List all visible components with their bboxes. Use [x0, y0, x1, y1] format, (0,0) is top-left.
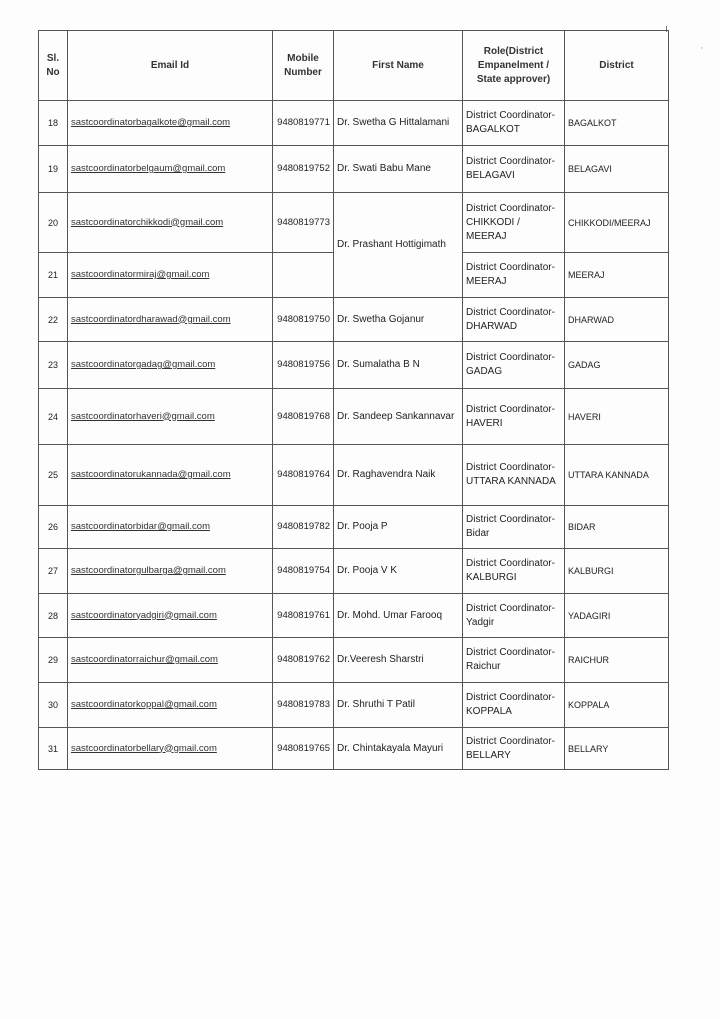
email-cell: sastcoordinatorgulbarga@gmail.com — [68, 549, 273, 594]
email-cell: sastcoordinatorbagalkote@gmail.com — [68, 101, 273, 146]
table-row — [39, 193, 669, 253]
email-cell: sastcoordinatorkoppal@gmail.com — [68, 683, 273, 728]
email-cell: sastcoordinatormiraj@gmail.com — [68, 253, 273, 298]
table-row — [39, 638, 669, 683]
role-cell: District Coordinator-Raichur — [463, 638, 565, 683]
table-row — [39, 728, 669, 770]
mobile-cell: 9480819783 — [273, 683, 334, 728]
sl-no-cell: 27 — [39, 549, 68, 594]
email-cell: sastcoordinatorukannada@gmail.com — [68, 445, 273, 506]
first-name-cell: Dr. Swati Babu Mane — [334, 146, 463, 193]
first-name-cell: Dr. Sumalatha B N — [334, 342, 463, 389]
header-district: District — [565, 31, 669, 101]
first-name-cell: Dr. Mohd. Umar Farooq — [334, 594, 463, 638]
email-cell: sastcoordinatorbidar@gmail.com — [68, 506, 273, 549]
first-name-cell: Dr.Veeresh Sharstri — [334, 638, 463, 683]
table-row — [39, 683, 669, 728]
mobile-cell: 9480819756 — [273, 342, 334, 389]
role-cell: District Coordinator-KALBURGI — [463, 549, 565, 594]
role-cell: District Coordinator-UTTARA KANNADA — [463, 445, 565, 506]
sl-no-cell: 19 — [39, 146, 68, 193]
sl-no-cell: 29 — [39, 638, 68, 683]
mobile-cell — [273, 253, 334, 298]
sl-no-cell: 31 — [39, 728, 68, 770]
header-role: Role(District Empanelment / State approver) — [463, 31, 565, 101]
first-name-cell: Dr. Prashant Hottigimath — [334, 193, 463, 298]
table-row — [39, 594, 669, 638]
sl-no-cell: 24 — [39, 389, 68, 445]
role-cell: District Coordinator-GADAG — [463, 342, 565, 389]
email-cell: sastcoordinatorbelgaum@gmail.com — [68, 146, 273, 193]
email-cell: sastcoordinatorchikkodi@gmail.com — [68, 193, 273, 253]
role-cell: District Coordinator-Bidar — [463, 506, 565, 549]
mobile-cell: 9480819765 — [273, 728, 334, 770]
table-row — [39, 389, 669, 445]
first-name-cell: Dr. Shruthi T Patil — [334, 683, 463, 728]
role-cell: District Coordinator-BAGALKOT — [463, 101, 565, 146]
header-mobile-number: Mobile Number — [273, 31, 334, 101]
email-cell: sastcoordinatorraichur@gmail.com — [68, 638, 273, 683]
mobile-cell: 9480819750 — [273, 298, 334, 342]
table-row — [39, 506, 669, 549]
mobile-cell: 9480819764 — [273, 445, 334, 506]
district-cell: BELLARY — [565, 728, 669, 770]
mobile-cell: 9480819752 — [273, 146, 334, 193]
first-name-cell: Dr. Pooja V K — [334, 549, 463, 594]
sl-no-cell: 25 — [39, 445, 68, 506]
district-cell: RAICHUR — [565, 638, 669, 683]
mobile-cell: 9480819754 — [273, 549, 334, 594]
header-sl-no: Sl. No — [39, 31, 68, 101]
role-cell: District Coordinator-CHIKKODI / MEERAJ — [463, 193, 565, 253]
first-name-cell: Dr. Raghavendra Naik — [334, 445, 463, 506]
role-cell: District Coordinator-KOPPALA — [463, 683, 565, 728]
mobile-cell: 9480819771 — [273, 101, 334, 146]
role-cell: District Coordinator-Yadgir — [463, 594, 565, 638]
first-name-cell: Dr. Sandeep Sankannavar — [334, 389, 463, 445]
table-row — [39, 445, 669, 506]
email-cell: sastcoordinatoryadgiri@gmail.com — [68, 594, 273, 638]
district-coordinator-table — [38, 30, 669, 770]
district-cell: YADAGIRI — [565, 594, 669, 638]
role-cell: District Coordinator-HAVERI — [463, 389, 565, 445]
district-cell: BAGALKOT — [565, 101, 669, 146]
first-name-cell: Dr. Chintakayala Mayuri — [334, 728, 463, 770]
sl-no-cell: 21 — [39, 253, 68, 298]
role-cell: District Coordinator-MEERAJ — [463, 253, 565, 298]
email-cell: sastcoordinatorbellary@gmail.com — [68, 728, 273, 770]
table-header-row — [39, 31, 669, 101]
district-cell: KOPPALA — [565, 683, 669, 728]
sl-no-cell: 22 — [39, 298, 68, 342]
table-row — [39, 549, 669, 594]
role-cell: District Coordinator-BELLARY — [463, 728, 565, 770]
table-row — [39, 101, 669, 146]
district-cell: DHARWAD — [565, 298, 669, 342]
table-row — [39, 298, 669, 342]
district-cell: KALBURGI — [565, 549, 669, 594]
mobile-cell: 9480819773 — [273, 193, 334, 253]
sl-no-cell: 28 — [39, 594, 68, 638]
scan-dot: · — [700, 42, 704, 54]
email-cell: sastcoordinatordharawad@gmail.com — [68, 298, 273, 342]
mobile-cell: 9480819768 — [273, 389, 334, 445]
district-cell: BIDAR — [565, 506, 669, 549]
table-row — [39, 342, 669, 389]
mobile-cell: 9480819761 — [273, 594, 334, 638]
sl-no-cell: 30 — [39, 683, 68, 728]
sl-no-cell: 18 — [39, 101, 68, 146]
email-cell: sastcoordinatorgadag@gmail.com — [68, 342, 273, 389]
district-cell: GADAG — [565, 342, 669, 389]
first-name-cell: Dr. Swetha G Hittalamani — [334, 101, 463, 146]
role-cell: District Coordinator-DHARWAD — [463, 298, 565, 342]
role-cell: District Coordinator-BELAGAVI — [463, 146, 565, 193]
first-name-cell: Dr. Pooja P — [334, 506, 463, 549]
mobile-cell: 9480819782 — [273, 506, 334, 549]
first-name-cell: Dr. Swetha Gojanur — [334, 298, 463, 342]
email-cell: sastcoordinatorhaveri@gmail.com — [68, 389, 273, 445]
district-cell: MEERAJ — [565, 253, 669, 298]
sl-no-cell: 26 — [39, 506, 68, 549]
sl-no-cell: 20 — [39, 193, 68, 253]
header-first-name: First Name — [334, 31, 463, 101]
district-cell: UTTARA KANNADA — [565, 445, 669, 506]
sl-no-cell: 23 — [39, 342, 68, 389]
table-row — [39, 146, 669, 193]
mobile-cell: 9480819762 — [273, 638, 334, 683]
header-email-id: Email Id — [68, 31, 273, 101]
district-cell: BELAGAVI — [565, 146, 669, 193]
district-cell: HAVERI — [565, 389, 669, 445]
district-cell: CHIKKODI/MEERAJ — [565, 193, 669, 253]
